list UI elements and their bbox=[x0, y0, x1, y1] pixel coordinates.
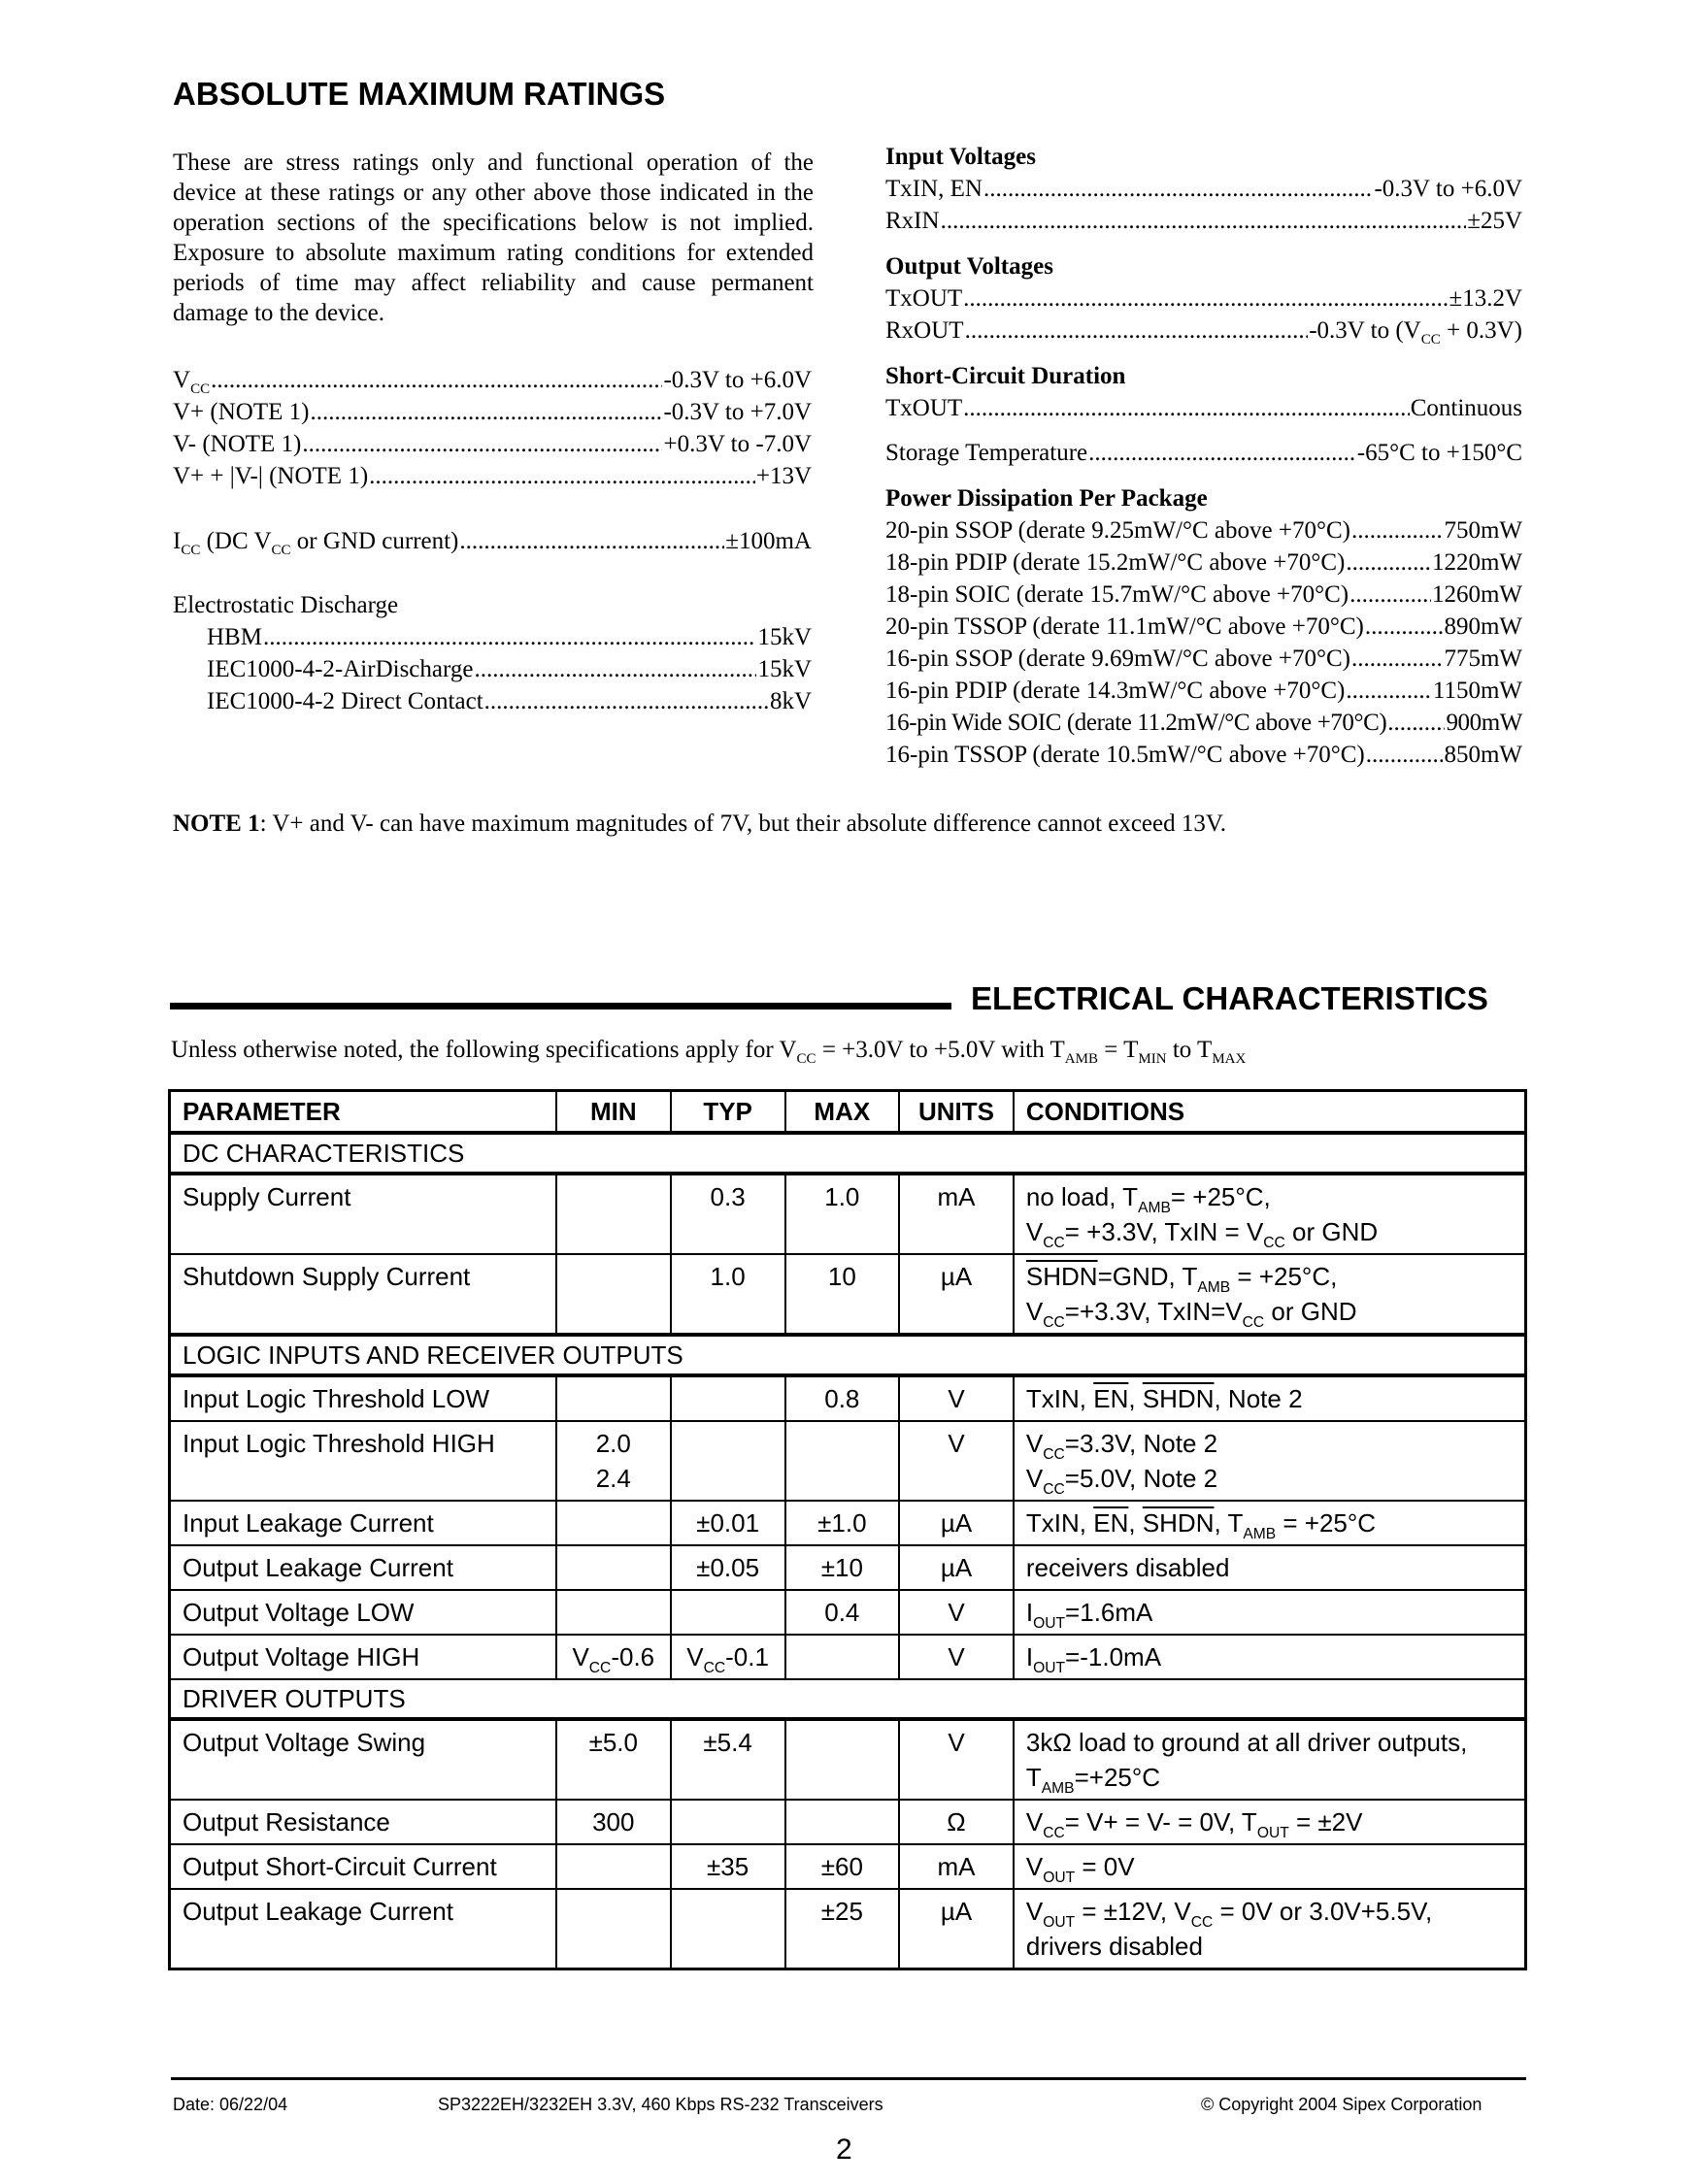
cond-text: , bbox=[1128, 1508, 1143, 1538]
table-section-row bbox=[170, 1679, 1526, 1719]
column-header: MIN bbox=[556, 1091, 671, 1134]
subscript: CC bbox=[1043, 1235, 1065, 1251]
units-cell: µA bbox=[899, 1545, 1014, 1590]
rating-label: V+ (NOTE 1) bbox=[173, 399, 310, 425]
min-value: -0.6 bbox=[611, 1642, 655, 1671]
typ-cell: 0.3 bbox=[671, 1174, 785, 1254]
power-item bbox=[885, 739, 1522, 771]
param-cell: Output Voltage Swing bbox=[170, 1719, 556, 1800]
subscript: CC bbox=[1420, 332, 1441, 347]
rating-value: -0.3V to (V bbox=[1309, 317, 1421, 344]
rating-value: -0.3V to +6.0V bbox=[663, 367, 812, 393]
max-cell: ±25 bbox=[785, 1889, 900, 1969]
section-label: DRIVER OUTPUTS bbox=[170, 1679, 1526, 1719]
subscript: OUT bbox=[1043, 1870, 1076, 1886]
rating-label: IEC1000-4-2 Direct Contact bbox=[207, 688, 483, 714]
param-cell: Output Leakage Current bbox=[170, 1545, 556, 1590]
rating-label: RxOUT bbox=[885, 317, 964, 344]
rating-value-part: + 0.3V) bbox=[1440, 317, 1522, 344]
conditions-cell bbox=[1014, 1174, 1526, 1254]
rating-value: 1150mW bbox=[1432, 678, 1522, 704]
rating-label: V bbox=[173, 367, 191, 393]
overlined-signal: $\overline{EN}$ bbox=[1093, 1384, 1129, 1413]
units-cell: V bbox=[899, 1421, 1014, 1501]
note-text: : V+ and V- can have maximum magnitudes of 7V, but their absolute difference cannot exceed 13V. bbox=[259, 811, 1226, 837]
conditions-cell bbox=[1014, 1501, 1526, 1545]
min-cell bbox=[556, 1844, 671, 1889]
rating-label: 16-pin Wide SOIC (derate 11.2mW/°C above +70°C) bbox=[885, 710, 1387, 736]
esd-heading: Electrostatic Discharge bbox=[173, 592, 399, 618]
max-cell: 10 bbox=[785, 1254, 900, 1335]
min-cell bbox=[556, 1635, 671, 1679]
param-cell: Output Voltage LOW bbox=[170, 1590, 556, 1635]
subscript: CC bbox=[588, 1660, 612, 1676]
min-cell bbox=[556, 1375, 671, 1421]
cond-text: V bbox=[1025, 1897, 1044, 1926]
max-cell bbox=[785, 1421, 900, 1501]
table-header-row bbox=[170, 1091, 1526, 1134]
footer-rule bbox=[171, 2077, 1526, 2080]
rating-label: V+ + |V-| (NOTE 1) bbox=[173, 463, 369, 489]
table-row bbox=[170, 1421, 1526, 1501]
cond-text: = 0V bbox=[1075, 1852, 1135, 1881]
units-cell: mA bbox=[899, 1174, 1014, 1254]
table-row bbox=[170, 1719, 1526, 1800]
conditions-cell bbox=[1014, 1635, 1526, 1679]
rating-value: +13V bbox=[755, 463, 812, 489]
rating-txout bbox=[885, 282, 1522, 314]
footer-copyright: © Copyright 2004 Sipex Corporation bbox=[1201, 2095, 1482, 2114]
max-cell: ±1.0 bbox=[785, 1501, 900, 1545]
cond-text: V bbox=[1025, 1852, 1044, 1881]
column-header: CONDITIONS bbox=[1014, 1091, 1526, 1134]
rating-value: ±25V bbox=[1467, 208, 1522, 234]
rating-value: 750mW bbox=[1444, 517, 1522, 544]
rating-label: V- (NOTE 1) bbox=[173, 431, 302, 457]
cond-text: I bbox=[1025, 1642, 1034, 1671]
cond-text: or GND bbox=[1284, 1217, 1379, 1246]
table-row bbox=[170, 1635, 1526, 1679]
param-cell: Input Logic Threshold LOW bbox=[170, 1375, 556, 1421]
rating-label: TxIN, EN bbox=[885, 176, 983, 202]
cond-text: no load, T bbox=[1025, 1182, 1139, 1211]
rating-storage-temperature bbox=[885, 437, 1522, 469]
max-cell: 1.0 bbox=[785, 1174, 900, 1254]
rating-value: 775mW bbox=[1444, 645, 1522, 672]
subscript: AMB bbox=[1064, 1051, 1098, 1067]
rating-value: 890mW bbox=[1444, 613, 1522, 640]
electrical-intro bbox=[171, 1034, 1246, 1066]
table-row bbox=[170, 1254, 1526, 1335]
conditions-cell bbox=[1014, 1421, 1526, 1501]
power-item bbox=[885, 611, 1522, 643]
overlined-signal: SHDN bbox=[1142, 1384, 1215, 1413]
column-header: TYP bbox=[671, 1091, 785, 1134]
min-cell bbox=[556, 1889, 671, 1969]
ratings-intro-paragraph: These are stress ratings only and functional operation of the device at these ratings or any other above those indicated in the operation sections of the specifications below is not implied. Exposure to absolute maximum rating conditions for extended periods of time may affect reliability and cause permanent damage to the device. bbox=[173, 149, 814, 326]
subscript: CC bbox=[1043, 1481, 1065, 1498]
rating-value: 1220mW bbox=[1431, 549, 1522, 576]
rating-value: 850mW bbox=[1444, 742, 1522, 768]
units-cell: µA bbox=[899, 1889, 1014, 1969]
typ-cell: 1.0 bbox=[671, 1254, 785, 1335]
max-cell bbox=[785, 1800, 900, 1844]
rating-label: TxOUT bbox=[885, 395, 963, 421]
short-circuit-heading: Short-Circuit Duration bbox=[885, 363, 1126, 389]
rating-value: 1260mW bbox=[1431, 581, 1522, 608]
typ-cell: ±5.4 bbox=[671, 1719, 785, 1800]
min-value: V bbox=[572, 1642, 589, 1671]
rating-value: +0.3V to -7.0V bbox=[663, 431, 812, 457]
rating-vplus bbox=[173, 396, 812, 428]
cond-text: TxIN, bbox=[1025, 1508, 1094, 1538]
column-header: MAX bbox=[785, 1091, 900, 1134]
subscript: AMB bbox=[1138, 1200, 1171, 1216]
typ-cell bbox=[671, 1375, 785, 1421]
cond-text: =+3.3V, TxIN=V bbox=[1064, 1297, 1243, 1326]
max-cell: ±10 bbox=[785, 1545, 900, 1590]
column-header: PARAMETER bbox=[170, 1091, 556, 1134]
min-cell: 300 bbox=[556, 1800, 671, 1844]
rating-vminus bbox=[173, 428, 812, 460]
column-header: UNITS bbox=[899, 1091, 1014, 1134]
overlined-signal: SHDN bbox=[1142, 1508, 1215, 1538]
cond-text: = V+ = V- = 0V, T bbox=[1064, 1807, 1257, 1837]
intro-text: Unless otherwise noted, the following specifications apply for V bbox=[171, 1037, 797, 1063]
subscript: OUT bbox=[1033, 1660, 1066, 1676]
subscript: CC bbox=[703, 1660, 726, 1676]
cond-text: , Note 2 bbox=[1214, 1384, 1303, 1413]
section-label: LOGIC INPUTS AND RECEIVER OUTPUTS bbox=[170, 1335, 1526, 1375]
rating-esd-air bbox=[207, 653, 812, 685]
note-1 bbox=[173, 808, 1226, 840]
typ-cell bbox=[671, 1590, 785, 1635]
power-dissipation-heading: Power Dissipation Per Package bbox=[885, 485, 1208, 512]
subscript: CC bbox=[190, 381, 211, 397]
rating-rxout bbox=[885, 314, 1522, 347]
rating-label: 20-pin TSSOP (derate 11.1mW/°C above +70°C) bbox=[885, 613, 1364, 640]
min-cell bbox=[556, 1501, 671, 1545]
footer-product-title: SP3222EH/3232EH 3.3V, 460 Kbps RS-232 Transceivers bbox=[438, 2095, 883, 2114]
cond-text: =1.6mA bbox=[1065, 1598, 1153, 1627]
units-cell: V bbox=[899, 1719, 1014, 1800]
subscript: CC bbox=[796, 1051, 816, 1067]
rating-rxin bbox=[885, 205, 1522, 237]
power-item bbox=[885, 643, 1522, 675]
cond-text: =GND, T bbox=[1097, 1262, 1198, 1291]
rating-label: TxOUT bbox=[885, 285, 963, 312]
rating-label: 18-pin SOIC (derate 15.7mW/°C above +70°C) bbox=[885, 581, 1349, 608]
rating-label: Storage Temperature bbox=[885, 440, 1088, 466]
conditions-cell bbox=[1014, 1889, 1526, 1969]
rating-label: HBM bbox=[207, 624, 262, 650]
intro-text: = +3.0V to +5.0V with T bbox=[816, 1037, 1065, 1063]
rating-value: 15kV bbox=[757, 624, 812, 650]
rating-value: -0.3V to +6.0V bbox=[1374, 176, 1522, 202]
min-cell bbox=[556, 1421, 671, 1501]
rating-label-part: or GND current) bbox=[290, 528, 459, 554]
subscript: OUT bbox=[1033, 1615, 1066, 1632]
rating-vplus-vminus-sum bbox=[173, 460, 812, 492]
section-divider-rule bbox=[170, 1003, 951, 1009]
conditions-cell: receivers disabled bbox=[1014, 1545, 1526, 1590]
max-cell bbox=[785, 1635, 900, 1679]
rating-esd-hbm bbox=[207, 621, 812, 653]
rating-value: Continuous bbox=[1410, 395, 1522, 421]
conditions-cell bbox=[1014, 1800, 1526, 1844]
units-cell: mA bbox=[899, 1844, 1014, 1889]
rating-label: 16-pin SSOP (derate 9.69mW/°C above +70°C) bbox=[885, 645, 1350, 672]
max-cell: ±60 bbox=[785, 1844, 900, 1889]
conditions-cell bbox=[1014, 1375, 1526, 1421]
subscript: CC bbox=[271, 543, 291, 558]
rating-label: RxIN bbox=[885, 208, 940, 234]
subscript: CC bbox=[1043, 1314, 1065, 1331]
cond-text: drivers disabled bbox=[1025, 1932, 1203, 1961]
min-cell bbox=[556, 1545, 671, 1590]
min-cell bbox=[556, 1254, 671, 1335]
section-title-absolute-maximum-ratings: ABSOLUTE MAXIMUM RATINGS bbox=[173, 76, 666, 112]
cond-text: V bbox=[1025, 1217, 1044, 1246]
cond-text: I bbox=[1025, 1598, 1034, 1627]
rating-label-part: (DC V bbox=[200, 528, 272, 554]
max-cell: 0.4 bbox=[785, 1590, 900, 1635]
rating-value: 900mW bbox=[1446, 710, 1522, 736]
rating-icc bbox=[173, 525, 812, 557]
cond-text: , T bbox=[1214, 1508, 1244, 1538]
cond-text: TxIN, bbox=[1025, 1384, 1094, 1413]
conditions-cell bbox=[1014, 1844, 1526, 1889]
cond-text: = ±2V bbox=[1288, 1807, 1363, 1837]
param-cell: Output Resistance bbox=[170, 1800, 556, 1844]
typ-value: -0.1 bbox=[725, 1642, 769, 1671]
cond-text: V bbox=[1025, 1429, 1044, 1458]
units-cell: V bbox=[899, 1375, 1014, 1421]
max-cell: 0.8 bbox=[785, 1375, 900, 1421]
typ-value: V bbox=[686, 1642, 704, 1671]
rating-label: 20-pin SSOP (derate 9.25mW/°C above +70°C) bbox=[885, 517, 1350, 544]
rating-value: -0.3V to +7.0V bbox=[663, 399, 812, 425]
rating-label: 16-pin PDIP (derate 14.3mW/°C above +70°C) bbox=[885, 678, 1346, 704]
cond-text: V bbox=[1025, 1464, 1044, 1493]
table-row bbox=[170, 1174, 1526, 1254]
cond-text: V bbox=[1025, 1297, 1044, 1326]
subscript: AMB bbox=[1041, 1780, 1075, 1797]
typ-cell bbox=[671, 1800, 785, 1844]
cond-text: = +25°C bbox=[1276, 1508, 1377, 1538]
min-value: 2.0 bbox=[595, 1429, 631, 1458]
param-cell: Input Logic Threshold HIGH bbox=[170, 1421, 556, 1501]
cond-text: = 0V or 3.0V+5.5V, bbox=[1213, 1897, 1433, 1926]
table-row bbox=[170, 1501, 1526, 1545]
power-item bbox=[885, 546, 1522, 579]
cond-text: = +25°C, bbox=[1170, 1182, 1271, 1211]
power-item bbox=[885, 514, 1522, 546]
cond-text: =+25°C bbox=[1074, 1763, 1161, 1792]
note-label: NOTE 1 bbox=[173, 811, 260, 837]
units-cell: V bbox=[899, 1590, 1014, 1635]
table-row bbox=[170, 1800, 1526, 1844]
table-row bbox=[170, 1545, 1526, 1590]
max-cell bbox=[785, 1719, 900, 1800]
rating-value: ±13.2V bbox=[1449, 285, 1522, 312]
rating-value: ±100mA bbox=[725, 528, 812, 554]
param-cell: Output Leakage Current bbox=[170, 1889, 556, 1969]
subscript: CC bbox=[1242, 1314, 1265, 1331]
rating-value: -65°C to +150°C bbox=[1356, 440, 1522, 466]
cond-text: = ±12V, V bbox=[1075, 1897, 1191, 1926]
overlined-signal: $\overline{EN}$ bbox=[1093, 1508, 1129, 1538]
table-row bbox=[170, 1590, 1526, 1635]
table-row bbox=[170, 1889, 1526, 1969]
typ-cell bbox=[671, 1889, 785, 1969]
section-title-electrical-characteristics: ELECTRICAL CHARACTERISTICS bbox=[971, 980, 1488, 1016]
subscript: CC bbox=[1190, 1914, 1214, 1931]
rating-vcc bbox=[173, 364, 812, 396]
rating-label: 18-pin PDIP (derate 15.2mW/°C above +70°C) bbox=[885, 549, 1346, 576]
power-item bbox=[885, 579, 1522, 611]
cond-text: 3kΩ load to ground at all driver outputs, bbox=[1025, 1728, 1468, 1757]
units-cell: µA bbox=[899, 1501, 1014, 1545]
subscript: AMB bbox=[1243, 1526, 1277, 1542]
typ-cell: ±35 bbox=[671, 1844, 785, 1889]
output-voltages-heading: Output Voltages bbox=[885, 253, 1053, 280]
rating-label: IEC1000-4-2-AirDischarge bbox=[207, 656, 474, 682]
power-item bbox=[885, 675, 1522, 707]
subscript: CC bbox=[181, 543, 201, 558]
param-cell: Supply Current bbox=[170, 1174, 556, 1254]
cond-text: or GND bbox=[1264, 1297, 1357, 1326]
cond-text: = +25°C, bbox=[1230, 1262, 1338, 1291]
units-cell: µA bbox=[899, 1254, 1014, 1335]
param-cell: Output Short-Circuit Current bbox=[170, 1844, 556, 1889]
page-number: 2 bbox=[836, 2134, 852, 2166]
cond-text: T bbox=[1025, 1763, 1042, 1792]
electrical-characteristics-table bbox=[168, 1089, 1527, 1970]
power-item bbox=[885, 707, 1522, 739]
typ-cell: ±0.05 bbox=[671, 1545, 785, 1590]
param-cell: Output Voltage HIGH bbox=[170, 1635, 556, 1679]
subscript: OUT bbox=[1256, 1825, 1289, 1841]
conditions-cell bbox=[1014, 1719, 1526, 1800]
subscript: CC bbox=[1043, 1825, 1065, 1841]
typ-cell bbox=[671, 1635, 785, 1679]
param-cell: Input Leakage Current bbox=[170, 1501, 556, 1545]
param-cell: Shutdown Supply Current bbox=[170, 1254, 556, 1335]
input-voltages-heading: Input Voltages bbox=[885, 144, 1036, 170]
section-label: DC CHARACTERISTICS bbox=[170, 1133, 1526, 1174]
min-cell: ±5.0 bbox=[556, 1719, 671, 1800]
intro-text: = T bbox=[1097, 1037, 1139, 1063]
cond-text: =-1.0mA bbox=[1065, 1642, 1162, 1671]
table-section-row bbox=[170, 1335, 1526, 1375]
rating-esd-contact bbox=[207, 685, 812, 717]
rating-label: I bbox=[173, 528, 182, 554]
footer-date: Date: 06/22/04 bbox=[173, 2095, 288, 2114]
rating-value: 8kV bbox=[769, 688, 812, 714]
units-cell: Ω bbox=[899, 1800, 1014, 1844]
cond-text: , bbox=[1128, 1384, 1143, 1413]
cond-text: =5.0V, Note 2 bbox=[1064, 1464, 1218, 1493]
typ-cell bbox=[671, 1421, 785, 1501]
min-value: 2.4 bbox=[595, 1464, 631, 1493]
rating-value: 15kV bbox=[757, 656, 812, 682]
subscript: MAX bbox=[1212, 1051, 1247, 1067]
rating-txout-short bbox=[885, 392, 1522, 424]
cond-text: V bbox=[1025, 1807, 1044, 1837]
subscript: OUT bbox=[1043, 1914, 1076, 1931]
min-cell bbox=[556, 1590, 671, 1635]
rating-txin-en bbox=[885, 173, 1522, 205]
conditions-cell bbox=[1014, 1590, 1526, 1635]
rating-label: 16-pin TSSOP (derate 10.5mW/°C above +70°C) bbox=[885, 742, 1365, 768]
conditions-cell bbox=[1014, 1254, 1526, 1335]
table-row bbox=[170, 1375, 1526, 1421]
overlined-signal: SHDN bbox=[1025, 1262, 1098, 1291]
min-cell bbox=[556, 1174, 671, 1254]
table-row bbox=[170, 1844, 1526, 1889]
cond-text: = +3.3V, TxIN = V bbox=[1064, 1217, 1264, 1246]
subscript: AMB bbox=[1197, 1279, 1231, 1296]
subscript: CC bbox=[1263, 1235, 1285, 1251]
intro-text: to T bbox=[1166, 1037, 1213, 1063]
subscript: CC bbox=[1043, 1446, 1065, 1463]
typ-cell: ±0.01 bbox=[671, 1501, 785, 1545]
cond-text: =3.3V, Note 2 bbox=[1064, 1429, 1218, 1458]
units-cell: V bbox=[899, 1635, 1014, 1679]
table-section-row bbox=[170, 1133, 1526, 1174]
subscript: MIN bbox=[1138, 1051, 1167, 1067]
